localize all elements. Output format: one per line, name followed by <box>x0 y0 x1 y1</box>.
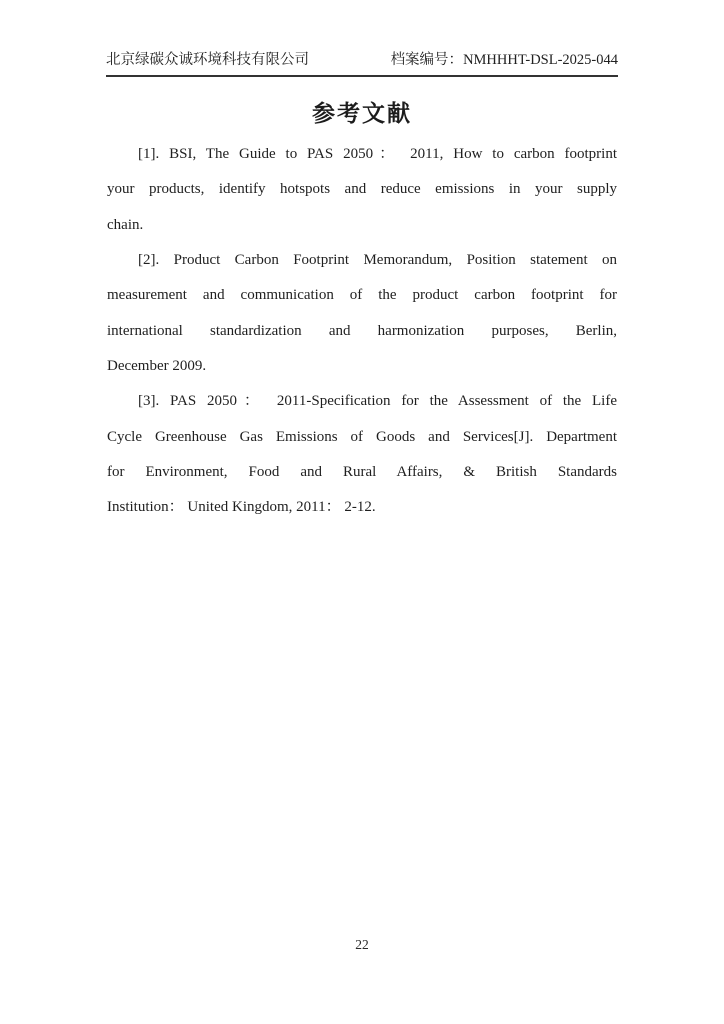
reference-line: measurement and communication of the product carbon footprint for <box>107 287 617 304</box>
reference-line: [3]. PAS 2050： 2011-Specification for the Assessment of the Life <box>138 393 617 410</box>
reference-line: chain. <box>107 216 144 233</box>
reference-line: international standardization and harmonization purposes, Berlin, <box>107 322 617 339</box>
page-number: 22 <box>355 937 369 952</box>
reference-line: Cycle Greenhouse Gas Emissions of Goods and Services[J]. Department <box>107 428 617 445</box>
reference-line: for Environment, Food and Rural Affairs, & British Standards <box>107 464 617 481</box>
archive-number-label: 档案编号： <box>390 52 464 68</box>
reference-line: December 2009. <box>107 358 207 375</box>
reference-line: Institution： United Kingdom, 2011： 2-12. <box>107 499 376 516</box>
reference-line: [2]. Product Carbon Footprint Memorandum, Position statement on <box>138 252 617 269</box>
page-title: 参考文献 <box>312 101 412 126</box>
reference-line: [1]. BSI, The Guide to PAS 2050： 2011, How to carbon footprint <box>138 146 617 162</box>
archive-number-value: NMHHHT-DSL-2025-044 <box>463 52 618 68</box>
page-header <box>106 48 618 77</box>
archive-number-group <box>391 48 618 69</box>
reference-line: your products, identify hotspots and reduce emissions in your supply <box>107 181 617 198</box>
reference-item <box>107 137 617 243</box>
reference-item <box>107 243 617 384</box>
references-section <box>107 137 617 526</box>
company-name: 北京绿碳众诚环境科技有限公司 <box>106 52 309 68</box>
reference-item <box>107 384 617 525</box>
